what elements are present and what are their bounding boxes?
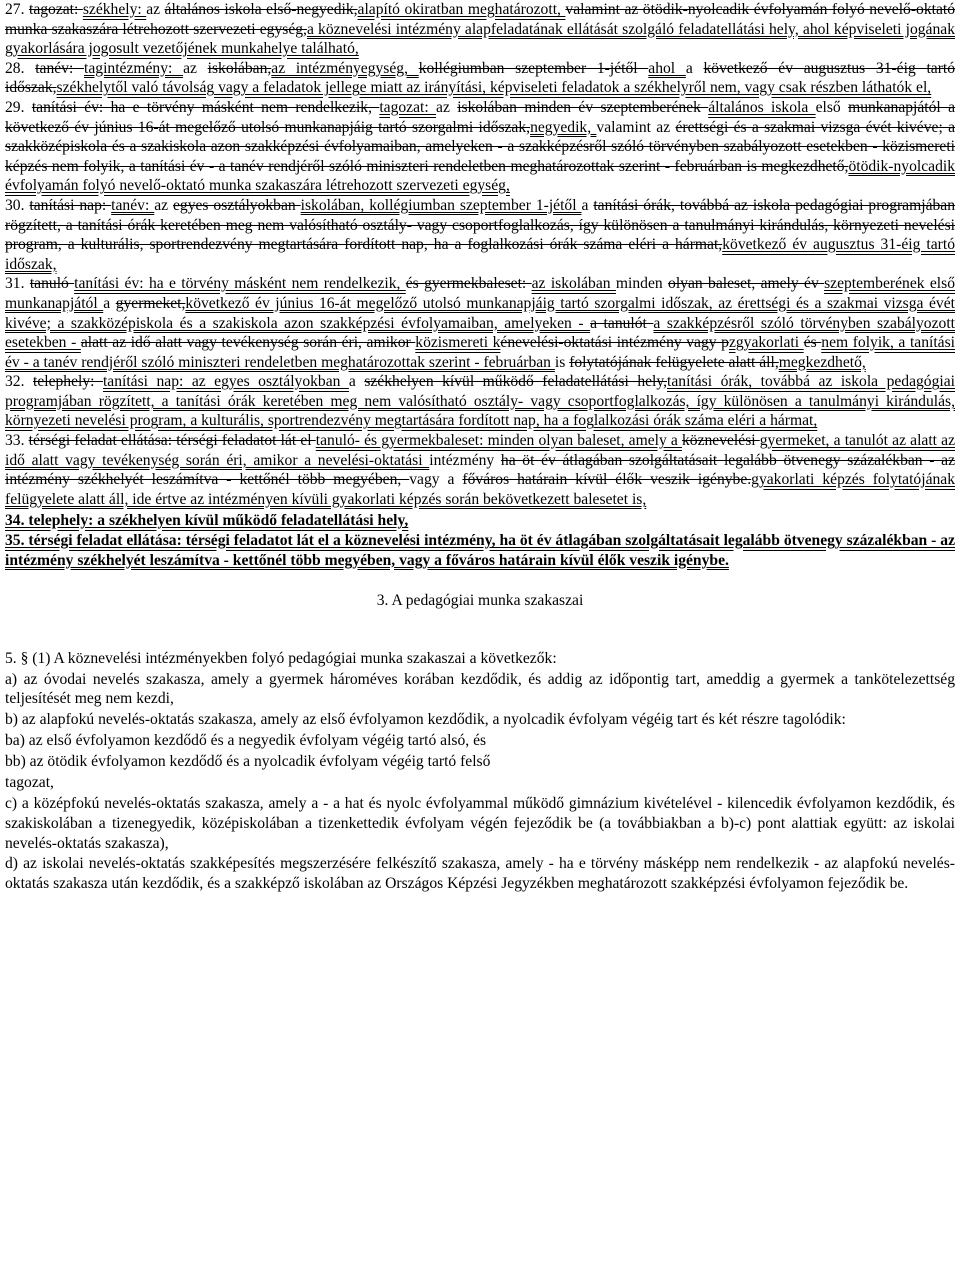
text-segment: énevelési-oktatási intézmény vagy p bbox=[500, 334, 729, 352]
text-segment: zgyakorlati bbox=[728, 334, 804, 352]
definition-p30 bbox=[5, 196, 955, 274]
text-segment: térségi feladat ellátása: térségi feladatot lát el bbox=[28, 432, 316, 450]
text-segment: főváros határain kívül élők veszik igénybe. bbox=[462, 471, 752, 489]
text-segment: iskolában minden év szeptemberének bbox=[457, 98, 709, 116]
text-segment: a bbox=[103, 294, 116, 312]
text-segment: 31. bbox=[5, 275, 30, 293]
text-segment: megkezdhető, bbox=[778, 353, 866, 371]
text-segment: a köznevelési intézmény alapfeladatának ellátását szolgáló feladatellátási hely, ahol képviseleti jogának gyakorlására jogosult vezetőjének munkahelye található, bbox=[5, 20, 955, 58]
text-segment: az iskolában bbox=[531, 275, 616, 293]
text-segment: 29. bbox=[5, 98, 32, 116]
text-segment: tanuló- és gyermekbaleset: minden olyan baleset, amely a bbox=[315, 432, 682, 450]
text-segment: 35. térségi feladat ellátása: térségi feladatot lát el a köznevelési intézmény, ha öt év átlagában szolgáltatásait legalább ötvenegy százalékban - az intézmény székhelyét leszámítva - kettőnél több megyében, vagy a főváros határain kívül élők veszik igénybe. bbox=[5, 532, 955, 569]
spacer bbox=[5, 629, 955, 649]
text-segment: 34. telephely: a székhelyen kívül működő feladatellátási hely, bbox=[5, 512, 409, 530]
text-segment: olyan baleset, amely év bbox=[668, 275, 825, 293]
text-segment: telephely: bbox=[32, 373, 103, 391]
text-segment: következő év augusztus 31-éig tartó időszak, bbox=[5, 236, 955, 273]
section-5-item: a) az óvodai nevelés szakasza, amely a gyermek hároméves korában kezdődik, és addig az időpontig tart, ameddig a gyermek a tankötelezettség teljesítését meg nem kezdi, bbox=[5, 670, 955, 708]
text-segment: valamint az ötödik-nyolcadik évfolyamán folyó nevelő-oktató munka szakaszára létrehozott szervezeti egység, bbox=[5, 1, 956, 38]
text-segment: tagozat: bbox=[379, 98, 437, 116]
text-segment: közismereti k bbox=[415, 334, 501, 352]
text-segment: az bbox=[183, 59, 208, 77]
text-segment: az bbox=[436, 98, 458, 116]
text-segment: alatt az idő alatt vagy tevékenység során éri, amikor bbox=[80, 334, 416, 352]
text-segment: ha öt év átlagában szolgáltatásait legalább ötvenegy százalékban - az intézmény székhelyét leszámítva - kettőnél több megyében, bbox=[5, 451, 955, 489]
text-segment: tanév: bbox=[111, 196, 155, 214]
text-segment: 27. bbox=[5, 1, 29, 18]
definitions-list bbox=[5, 0, 955, 570]
text-segment: tanítási órák, továbbá az iskola pedagógiai programjában rögzített, a tanítási órák keretében meg nem valósítható osztály- vagy csoportfoglalkozás, így különösen a tanulmányi kirándulás, környezeti nevelési program, a kulturális, sportrendezvény megtartására fordított nap, ha a foglalkozási órák száma eléri a hármat, bbox=[5, 373, 955, 430]
section-5-item: b) az alapfokú nevelés-oktatás szakasza, amely az első évfolyamon kezdődik, a nyolcadik évfolyam végéig tart és két részre tagolódik: bbox=[5, 711, 846, 729]
text-segment: iskolában, bbox=[207, 59, 272, 77]
text-segment: tanítási év: ha e törvény másként nem rendelkezik, bbox=[31, 98, 380, 116]
text-segment: vagy a bbox=[409, 471, 463, 489]
text-segment: az bbox=[146, 1, 165, 18]
text-segment: alapító okiratban meghatározott, bbox=[357, 1, 566, 18]
definition-p29 bbox=[5, 98, 955, 196]
definition-p27 bbox=[5, 0, 955, 59]
text-segment: tanítási órák, továbbá az iskola pedagógiai programjában rögzített, a tanítási órák keretében meg nem valósítható osztály- vagy csoportfoglalkozás, így különösen a tanulmányi kirándulás, környezeti nevelési program, a kulturális, sportrendezvény megtartására fordított nap, ha a foglalkozási órák száma eléri a hármat, bbox=[5, 196, 956, 254]
text-segment: egyes osztályokban bbox=[172, 196, 301, 214]
text-segment: 33. bbox=[5, 432, 29, 450]
text-segment: tanuló bbox=[29, 275, 75, 293]
text-segment: a bbox=[348, 373, 365, 391]
section-heading: 3. A pedagógiai munka szakaszai bbox=[376, 592, 584, 610]
section-5-item: d) az iskolai nevelés-oktatás szakképesítés megszerzésére felkészítő szakasza, amely - ha e törvény másképp nem rendelkezik - az alapfokú nevelés-oktatás szakasza után kezdődik, és a szakképző iskolában az Országos Képzési Jegyzékben meghatározott szakképzési évfolyamon fejeződik be. bbox=[5, 855, 955, 893]
text-segment: tanítási év: ha e törvény másként nem rendelkezik, bbox=[74, 275, 406, 293]
text-segment: érettségi és a szakmai vizsga évét kivéve; a szakközépiskola és a szakiskola azon szakképzési évfolyamaiban, amelyeken - a szakképzésről szóló törvényben szabályozott esetekben - közismereti képzés nem folyik, a tanítási év - a tanév rendjéről szóló miniszteri rendeletben meghatározottak szerint - februárban is megkezdhető, bbox=[5, 118, 955, 175]
text-segment: a szakképzésről szóló törvényben szabályozott esetekben - bbox=[5, 314, 955, 352]
text-segment: és bbox=[803, 334, 822, 352]
text-segment: a bbox=[685, 59, 704, 77]
text-segment: székhely: bbox=[82, 1, 147, 18]
text-segment: első bbox=[815, 98, 849, 116]
section-5-item: tagozat, bbox=[5, 774, 54, 792]
text-segment: kollégiumban szeptember 1-jétől bbox=[418, 59, 649, 77]
text-segment: a bbox=[581, 196, 594, 214]
definition-p35 bbox=[5, 531, 955, 570]
text-segment: ötödik-nyolcadik évfolyamán folyó nevelő-oktató munka szakaszára létrehozott szervezeti egység, bbox=[5, 157, 955, 195]
text-segment: tanítási nap: az egyes osztályokban bbox=[102, 373, 349, 391]
text-segment: tanév: bbox=[35, 59, 85, 77]
section-5-item: c) a középfokú nevelés-oktatás szakasza, amely a - a hat és nyolc évfolyammal működő gimnázium kivételével - kilencedik évfolyamon kezdődik, és szakiskolában a tizenegyedik, középiskolában a tizenkettedik évfolyam végén fejeződik be (a továbbiakban a b)-c) pont alattiak együtt: az iskolai nevelés-oktatás szakasza), bbox=[5, 795, 955, 852]
text-segment: és gyermekbaleset: bbox=[405, 275, 532, 293]
text-segment: az intézményegység, bbox=[271, 59, 419, 77]
section-5-item: ba) az első évfolyamon kezdődő és a negyedik évfolyam végéig tartó alsó, és bbox=[5, 732, 487, 750]
definition-p31 bbox=[5, 274, 955, 372]
definition-p28 bbox=[5, 59, 955, 98]
text-segment: általános iskola első-negyedik, bbox=[164, 1, 358, 18]
text-segment: minden bbox=[615, 275, 669, 293]
section-5-item: 5. § (1) A köznevelési intézményekben folyó pedagógiai munka szakaszai a következők: bbox=[5, 649, 557, 667]
text-segment: valamint bbox=[596, 118, 657, 136]
text-segment: az bbox=[154, 196, 173, 214]
text-segment: általános iskola bbox=[708, 98, 816, 116]
text-segment: következő év június 16-át megelőző utolsó munkanapjáig tartó szorgalmi időszak, az érettségi és a szakmai vizsga évét kivéve; a szakközépiskola és a szakiskola azon szakképzési évfolyamaiban, amelyeken - bbox=[5, 294, 955, 332]
definition-p33 bbox=[5, 431, 955, 509]
text-segment: 28. bbox=[5, 59, 36, 77]
text-segment: 30. bbox=[5, 196, 30, 214]
section-5-item: bb) az ötödik évfolyamon kezdődő és a nyolcadik évfolyam végéig tartó felső bbox=[5, 753, 491, 771]
text-segment: tagozat: bbox=[28, 1, 83, 18]
text-segment: negyedik, bbox=[530, 118, 597, 136]
text-segment: az bbox=[656, 118, 676, 136]
text-segment: a tanulót bbox=[590, 314, 654, 332]
text-segment: iskolában, kollégiumban szeptember 1-jétől bbox=[300, 196, 582, 214]
section-5-list bbox=[5, 649, 955, 894]
definition-p32 bbox=[5, 372, 955, 431]
text-segment: ahol bbox=[648, 59, 686, 77]
text-segment: 32. bbox=[5, 373, 33, 391]
text-segment: székhelytől való távolság vagy a feladatok jellege miatt az irányítási, képviseleti feladatok a székhelyről nem, vagy csak részben láthatók el, bbox=[56, 79, 932, 97]
text-segment: intézmény bbox=[429, 451, 501, 469]
text-segment: is bbox=[554, 353, 570, 371]
text-segment: nem folyik, a tanítási év - a tanév rendjéről szóló miniszteri rendeletben meghatározottak szerint - februárban bbox=[5, 334, 955, 371]
text-segment: székhelyen kívül működő feladatellátási hely, bbox=[364, 373, 668, 391]
definition-p34 bbox=[5, 511, 955, 531]
text-segment: következő év augusztus 31-éig tartó időszak, bbox=[5, 59, 956, 97]
text-segment: szeptemberének első munkanapjától bbox=[5, 275, 955, 312]
text-segment: tanítási nap: bbox=[29, 196, 112, 214]
text-segment: gyakorlati képzés folytatójának felügyelete alatt áll, ide értve az intézményen kívüli gyakorlati képzés során bekövetkezett balesetet is, bbox=[5, 471, 955, 508]
text-segment: tagintézmény: bbox=[84, 59, 184, 77]
text-segment: folytatójának felügyelete alatt áll, bbox=[569, 353, 779, 371]
text-segment: köznevelési bbox=[681, 432, 760, 450]
text-segment: gyermeket, a tanulót az alatt az idő alatt vagy tevékenység során éri, amikor a nevelési-oktatási bbox=[5, 432, 955, 469]
text-segment: munkanapjától a következő év június 16-át megelőző utolsó munkanapjáig tartó szorgalmi időszak, bbox=[5, 98, 956, 136]
text-segment: gyermeket, bbox=[115, 294, 186, 312]
